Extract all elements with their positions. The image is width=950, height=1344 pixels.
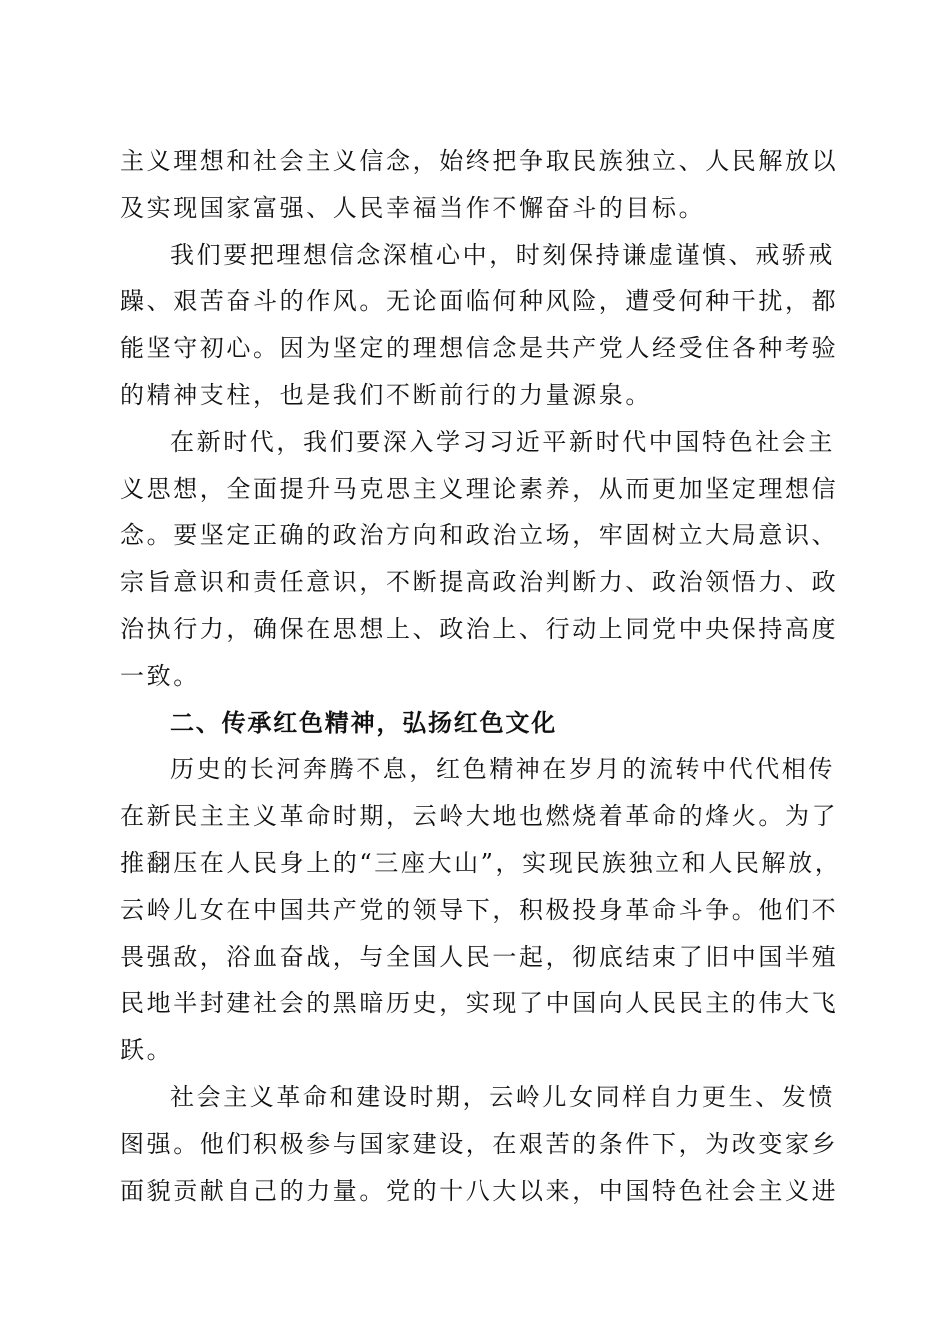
text-line: 躁、艰苦奋斗的作风。无论面临何种风险，遭受何种干扰，都 <box>120 287 839 316</box>
paragraph-start-line: 在新时代，我们要深入学习习近平新时代中国特色社会主 <box>170 427 835 456</box>
text-line: 宗旨意识和责任意识，不断提高政治判断力、政治领悟力、政 <box>120 568 839 597</box>
text-line: 念。要坚定正确的政治方向和政治立场，牢固树立大局意识、 <box>120 521 839 550</box>
text-line: 义思想，全面提升马克思主义理论素养，从而更加坚定理想信 <box>120 474 839 503</box>
text-line: 的精神支柱，也是我们不断前行的力量源泉。 <box>120 380 652 409</box>
text-line: 畏强敌，浴血奋战，与全国人民一起，彻底结束了旧中国半殖 <box>120 942 839 971</box>
paragraph-start-line: 社会主义革命和建设时期，云岭儿女同样自力更生、发愤 <box>170 1082 835 1111</box>
text-line: 在新民主主义革命时期，云岭大地也燃烧着革命的烽火。为了 <box>120 802 839 831</box>
document-body <box>120 138 842 1214</box>
text-line: 治执行力，确保在思想上、政治上、行动上同党中央保持高度 <box>120 614 839 643</box>
text-line: 跃。 <box>120 1036 174 1065</box>
section-heading: 二、传承红色精神，弘扬红色文化 <box>170 708 557 737</box>
paragraph-start-line: 历史的长河奔腾不息，红色精神在岁月的流转中代代相传 <box>170 755 835 784</box>
text-line: 主义理想和社会主义信念，始终把争取民族独立、人民解放以 <box>120 147 839 175</box>
text-line: 能坚守初心。因为坚定的理想信念是共产党人经受住各种考验 <box>120 334 839 363</box>
text-line: 一致。 <box>120 661 200 690</box>
text-line: 推翻压在人民身上的“三座大山”，实现民族独立和人民解放， <box>120 848 842 877</box>
text-line: 及实现国家富强、人民幸福当作不懈奋斗的目标。 <box>120 193 706 222</box>
text-line: 图强。他们积极参与国家建设，在艰苦的条件下，为改变家乡 <box>120 1129 839 1158</box>
text-line: 云岭儿女在中国共产党的领导下，积极投身革命斗争。他们不 <box>120 895 839 924</box>
paragraph-start-line: 我们要把理想信念深植心中，时刻保持谦虚谨慎、戒骄戒 <box>170 240 835 269</box>
text-line: 民地半封建社会的黑暗历史，实现了中国向人民民主的伟大飞 <box>120 989 839 1018</box>
text-line: 面貌贡献自己的力量。党的十八大以来，中国特色社会主义进 <box>120 1176 839 1205</box>
